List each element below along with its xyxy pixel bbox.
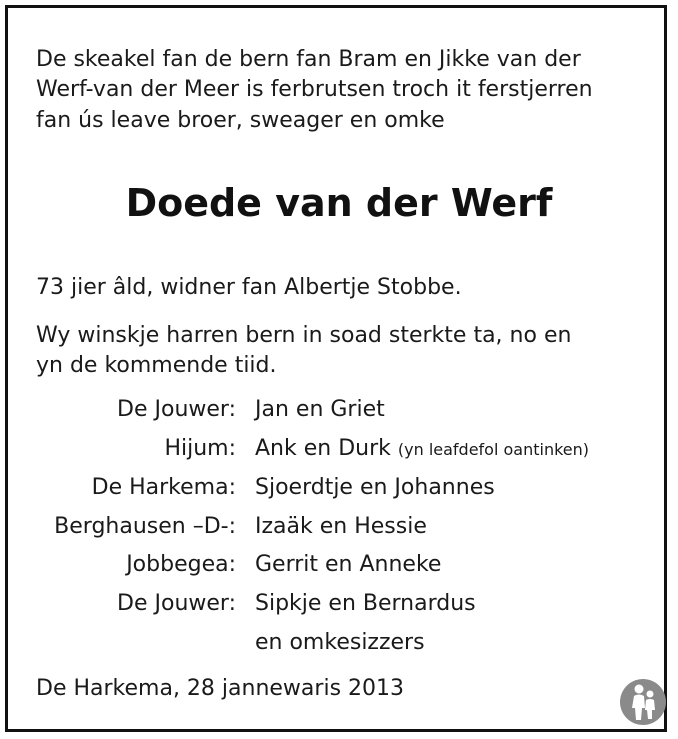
family-names-text: Gerrit en Anneke — [255, 552, 442, 577]
family-place: Jobbegea: — [126, 552, 236, 577]
place-date: De Harkema, 28 jannewaris 2013 — [36, 676, 405, 701]
family-names — [255, 472, 495, 503]
wish-line-1: Wy winskje harren bern in soad sterkte ta, no en — [36, 323, 572, 348]
extra-line: en omkesizzers — [255, 630, 425, 655]
family-names — [255, 588, 476, 619]
intro-line-1: De skeakel fan de bern fan Bram en Jikke van der — [36, 47, 581, 72]
family-names-text: Sipkje en Bernardus — [255, 591, 476, 616]
family-note: (yn leafdefol oantinken) — [397, 440, 590, 459]
family-names — [255, 394, 385, 425]
wish-line-2: yn de kommende tiid. — [36, 353, 277, 378]
family-place: De Jouwer: — [117, 591, 236, 616]
age-line: 73 jier âld, widner fan Albertje Stobbe. — [36, 275, 462, 300]
figure-emblem-icon — [619, 678, 667, 726]
family-names — [255, 549, 441, 580]
intro-line-3: fan ús leave broer, sweager en omke — [36, 108, 445, 133]
family-place: Hijum: — [164, 436, 236, 461]
deceased-name: Doede van der Werf — [125, 181, 553, 225]
intro-line-2: Werf-van der Meer is ferbrutsen troch it ferstjerren — [36, 77, 593, 102]
family-names-text: Ank en Durk — [255, 436, 391, 461]
family-names-text: Sjoerdtje en Johannes — [255, 475, 495, 500]
family-place: De Harkema: — [91, 475, 236, 500]
family-place: De Jouwer: — [117, 397, 236, 422]
family-names — [255, 433, 589, 465]
family-names — [255, 511, 427, 542]
family-names-text: Izaäk en Hessie — [255, 514, 427, 539]
family-names-text: Jan en Griet — [255, 397, 385, 422]
family-place: Berghausen –D-: — [54, 514, 236, 539]
